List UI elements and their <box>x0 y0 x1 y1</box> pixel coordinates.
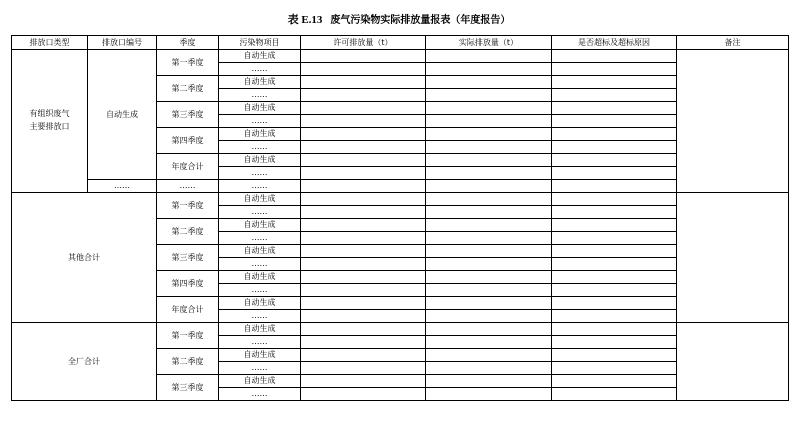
outlet-type-cell: 其他合计 <box>12 193 157 323</box>
quarter-cell: …… <box>157 180 219 193</box>
permitted-emission-cell[interactable] <box>301 76 426 89</box>
quarter-cell: 第二季度 <box>157 219 219 245</box>
pollutant-cell: 自动生成 <box>219 297 301 310</box>
exceed-reason-cell[interactable] <box>552 258 677 271</box>
exceed-reason-cell[interactable] <box>552 336 677 349</box>
permitted-emission-cell[interactable] <box>301 323 426 336</box>
exceed-reason-cell[interactable] <box>552 232 677 245</box>
exceed-reason-cell[interactable] <box>552 102 677 115</box>
remarks-cell[interactable] <box>677 323 789 401</box>
actual-emission-cell[interactable] <box>426 349 552 362</box>
actual-emission-cell[interactable] <box>426 141 552 154</box>
pollutant-cell: …… <box>219 115 301 128</box>
table-row <box>12 323 789 336</box>
table-number: 表 E.13 <box>287 14 323 26</box>
exceed-reason-cell[interactable] <box>552 297 677 310</box>
quarter-cell: 第四季度 <box>157 271 219 297</box>
exceed-reason-cell[interactable] <box>552 388 677 401</box>
quarter-cell: 年度合计 <box>157 297 219 323</box>
exceed-reason-cell[interactable] <box>552 50 677 63</box>
permitted-emission-cell[interactable] <box>301 89 426 102</box>
permitted-emission-cell[interactable] <box>301 349 426 362</box>
actual-emission-cell[interactable] <box>426 76 552 89</box>
permitted-emission-cell[interactable] <box>301 232 426 245</box>
pollutant-cell: 自动生成 <box>219 102 301 115</box>
actual-emission-cell[interactable] <box>426 245 552 258</box>
header-outlet-type: 排放口类型 <box>12 36 88 50</box>
actual-emission-cell[interactable] <box>426 388 552 401</box>
remarks-cell[interactable] <box>677 50 789 193</box>
exceed-reason-cell[interactable] <box>552 193 677 206</box>
permitted-emission-cell[interactable] <box>301 167 426 180</box>
pollutant-cell: …… <box>219 284 301 297</box>
exceed-reason-cell[interactable] <box>552 115 677 128</box>
permitted-emission-cell[interactable] <box>301 271 426 284</box>
outlet-type-cell <box>12 50 88 193</box>
exceed-reason-cell[interactable] <box>552 219 677 232</box>
permitted-emission-cell[interactable] <box>301 206 426 219</box>
table-row <box>12 180 789 193</box>
actual-emission-cell[interactable] <box>426 219 552 232</box>
permitted-emission-cell[interactable] <box>301 193 426 206</box>
quarter-cell: 第一季度 <box>157 193 219 219</box>
exceed-reason-cell[interactable] <box>552 245 677 258</box>
pollutant-cell: …… <box>219 167 301 180</box>
pollutant-cell: …… <box>219 362 301 375</box>
pollutant-cell: …… <box>219 388 301 401</box>
pollutant-cell: 自动生成 <box>219 219 301 232</box>
actual-emission-cell[interactable] <box>426 336 552 349</box>
quarter-cell: 第四季度 <box>157 128 219 154</box>
permitted-emission-cell[interactable] <box>301 336 426 349</box>
permitted-emission-cell[interactable] <box>301 258 426 271</box>
actual-emission-cell[interactable] <box>426 271 552 284</box>
quarter-cell: 年度合计 <box>157 154 219 180</box>
exceed-reason-cell[interactable] <box>552 349 677 362</box>
header-remarks: 备注 <box>677 36 789 50</box>
exceed-reason-cell[interactable] <box>552 180 677 193</box>
table-title <box>0 11 798 27</box>
pollutant-cell: …… <box>219 141 301 154</box>
exceed-reason-cell[interactable] <box>552 167 677 180</box>
table-row <box>12 50 789 63</box>
pollutant-cell: 自动生成 <box>219 245 301 258</box>
header-outlet-id: 排放口编号 <box>88 36 157 50</box>
exceed-reason-cell[interactable] <box>552 375 677 388</box>
actual-emission-cell[interactable] <box>426 375 552 388</box>
exceed-reason-cell[interactable] <box>552 310 677 323</box>
table-title-text: 废气污染物实际排放量报表（年度报告） <box>330 15 511 26</box>
actual-emission-cell[interactable] <box>426 128 552 141</box>
table-row <box>12 193 789 206</box>
actual-emission-cell[interactable] <box>426 193 552 206</box>
actual-emission-cell[interactable] <box>426 167 552 180</box>
header-exceed-reason: 是否超标及超标原因 <box>552 36 677 50</box>
actual-emission-cell[interactable] <box>426 258 552 271</box>
permitted-emission-cell[interactable] <box>301 388 426 401</box>
actual-emission-cell[interactable] <box>426 310 552 323</box>
permitted-emission-cell[interactable] <box>301 284 426 297</box>
permitted-emission-cell[interactable] <box>301 362 426 375</box>
actual-emission-cell[interactable] <box>426 284 552 297</box>
quarter-cell: 第三季度 <box>157 245 219 271</box>
permitted-emission-cell[interactable] <box>301 50 426 63</box>
actual-emission-cell[interactable] <box>426 154 552 167</box>
exceed-reason-cell[interactable] <box>552 63 677 76</box>
exceed-reason-cell[interactable] <box>552 141 677 154</box>
outlet-type-line: 主要排放口 <box>29 122 70 131</box>
actual-emission-cell[interactable] <box>426 102 552 115</box>
permitted-emission-cell[interactable] <box>301 63 426 76</box>
exceed-reason-cell[interactable] <box>552 128 677 141</box>
header-quarter: 季度 <box>157 36 219 50</box>
exceed-reason-cell[interactable] <box>552 154 677 167</box>
actual-emission-cell[interactable] <box>426 89 552 102</box>
pollutant-cell: …… <box>219 310 301 323</box>
pollutant-cell: …… <box>219 232 301 245</box>
quarter-cell: 第三季度 <box>157 375 219 401</box>
permitted-emission-cell[interactable] <box>301 115 426 128</box>
exceed-reason-cell[interactable] <box>552 89 677 102</box>
exceed-reason-cell[interactable] <box>552 271 677 284</box>
pollutant-cell: 自动生成 <box>219 323 301 336</box>
exceed-reason-cell[interactable] <box>552 76 677 89</box>
header-pollutant: 污染物项目 <box>219 36 301 50</box>
actual-emission-cell[interactable] <box>426 63 552 76</box>
permitted-emission-cell[interactable] <box>301 180 426 193</box>
pollutant-cell: 自动生成 <box>219 193 301 206</box>
actual-emission-cell[interactable] <box>426 232 552 245</box>
pollutant-cell: …… <box>219 206 301 219</box>
pollutant-cell: …… <box>219 258 301 271</box>
outlet-id-cell: 自动生成 <box>88 50 157 180</box>
permitted-emission-cell[interactable] <box>301 128 426 141</box>
permitted-emission-cell[interactable] <box>301 141 426 154</box>
actual-emission-cell[interactable] <box>426 115 552 128</box>
exceed-reason-cell[interactable] <box>552 206 677 219</box>
exceed-reason-cell[interactable] <box>552 323 677 336</box>
actual-emission-cell[interactable] <box>426 297 552 310</box>
permitted-emission-cell[interactable] <box>301 154 426 167</box>
remarks-cell[interactable] <box>677 193 789 323</box>
pollutant-cell: …… <box>219 336 301 349</box>
pollutant-cell: 自动生成 <box>219 154 301 167</box>
pollutant-cell: 自动生成 <box>219 375 301 388</box>
pollutant-cell: …… <box>219 180 301 193</box>
permitted-emission-cell[interactable] <box>301 102 426 115</box>
exceed-reason-cell[interactable] <box>552 284 677 297</box>
exceed-reason-cell[interactable] <box>552 362 677 375</box>
actual-emission-cell[interactable] <box>426 180 552 193</box>
permitted-emission-cell[interactable] <box>301 297 426 310</box>
outlet-type-line: 有组织废气 <box>29 109 70 119</box>
pollutant-cell: 自动生成 <box>219 271 301 284</box>
pollutant-cell: 自动生成 <box>219 50 301 63</box>
quarter-cell: 第一季度 <box>157 323 219 349</box>
pollutant-cell: 自动生成 <box>219 349 301 362</box>
actual-emission-cell[interactable] <box>426 323 552 336</box>
header-permitted-emission: 许可排放量（t） <box>301 36 426 50</box>
permitted-emission-cell[interactable] <box>301 310 426 323</box>
header-actual-emission: 实际排放量（t） <box>426 36 552 50</box>
quarter-cell: 第二季度 <box>157 349 219 375</box>
pollutant-cell: …… <box>219 89 301 102</box>
pollutant-cell: 自动生成 <box>219 76 301 89</box>
pollutant-cell: …… <box>219 63 301 76</box>
quarter-cell: 第三季度 <box>157 102 219 128</box>
permitted-emission-cell[interactable] <box>301 245 426 258</box>
pollutant-cell: 自动生成 <box>219 128 301 141</box>
permitted-emission-cell[interactable] <box>301 219 426 232</box>
actual-emission-cell[interactable] <box>426 50 552 63</box>
actual-emission-cell[interactable] <box>426 362 552 375</box>
quarter-cell: 第二季度 <box>157 76 219 102</box>
actual-emission-cell[interactable] <box>426 206 552 219</box>
outlet-id-cell: …… <box>88 180 157 193</box>
header-row <box>12 36 789 50</box>
permitted-emission-cell[interactable] <box>301 375 426 388</box>
quarter-cell: 第一季度 <box>157 50 219 76</box>
outlet-type-cell: 全厂合计 <box>12 323 157 401</box>
emission-report-table <box>11 35 789 401</box>
